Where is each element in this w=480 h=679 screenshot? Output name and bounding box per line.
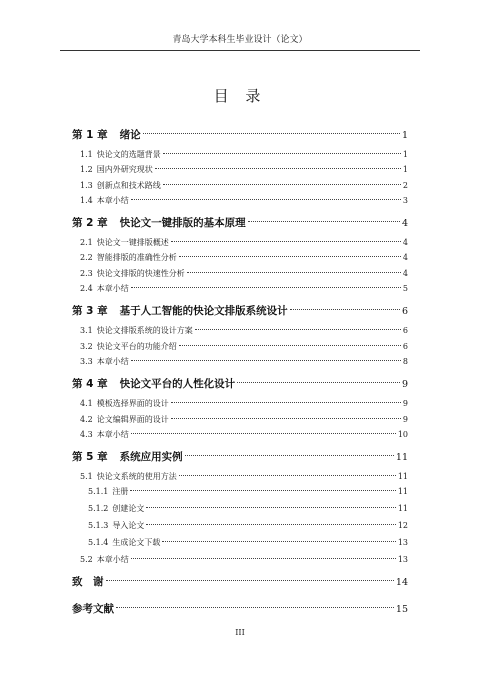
toc-dot-leader — [290, 309, 400, 310]
table-of-contents — [72, 124, 408, 621]
toc-entry-title: 快论文一键排版概述 — [96, 238, 169, 248]
page-header: 青岛大学本科生毕业设计（论文） — [172, 35, 308, 45]
toc-dot-leader — [171, 241, 401, 242]
toc-dot-leader — [187, 272, 401, 273]
toc-subsection-entry[interactable] — [72, 484, 408, 501]
toc-entry-page: 14 — [395, 576, 408, 588]
toc-entry-number: 第 4 章 — [72, 378, 108, 391]
toc-dot-leader — [131, 433, 396, 434]
toc-entry-page: 11 — [397, 487, 408, 497]
toc-entry-number: 2.2 — [80, 253, 93, 263]
toc-entry-page: 13 — [397, 554, 408, 564]
toc-entry-number: 第 2 章 — [72, 217, 108, 230]
toc-entry-page: 9 — [402, 399, 408, 409]
toc-chapter-entry[interactable] — [72, 212, 408, 235]
toc-dot-leader — [116, 607, 394, 608]
toc-entry-title: 快论文的选题背景 — [96, 150, 161, 159]
toc-entry-page: 9 — [401, 379, 408, 391]
toc-subsection-entry[interactable] — [72, 518, 408, 535]
toc-chapter-entry[interactable] — [72, 446, 408, 469]
toc-section-entry[interactable] — [72, 281, 408, 296]
toc-entry-page: 4 — [402, 238, 408, 248]
toc-entry-page: 1 — [401, 130, 408, 141]
toc-dot-leader — [143, 133, 400, 134]
toc-entry-title: 快论文平台的功能介绍 — [96, 341, 177, 351]
toc-dot-leader — [179, 475, 396, 476]
toc-section-entry[interactable] — [72, 552, 408, 567]
toc-entry-title: 模板选择界面的设计 — [96, 399, 169, 409]
toc-entry-title: 系统应用实例 — [119, 451, 183, 464]
toc-entry-number: 3.3 — [80, 356, 93, 366]
toc-dot-leader — [171, 402, 401, 403]
toc-entry-number: 4.1 — [80, 399, 93, 409]
toc-section-entry[interactable] — [72, 266, 408, 281]
toc-dot-leader — [130, 490, 395, 491]
toc-entry-number: 1.1 — [80, 150, 93, 159]
toc-entry-page: 11 — [395, 452, 408, 464]
toc-subsection-entry[interactable] — [72, 535, 408, 552]
toc-entry-title: 快论文一键排版的基本原理 — [119, 217, 246, 230]
toc-entry-title: 绪论 — [119, 129, 141, 141]
toc-section-entry[interactable] — [72, 396, 408, 411]
toc-entry-title: 创新点和技术路线 — [96, 180, 161, 190]
toc-entry-title: 本章小结 — [96, 356, 129, 366]
toc-entry-page: 10 — [397, 429, 408, 439]
toc-entry-page: 4 — [402, 268, 408, 278]
toc-entry-number: 致 谢 — [72, 575, 104, 588]
toc-entry-number: 1.4 — [80, 195, 93, 205]
toc-entry-title: 国内外研究现状 — [96, 165, 153, 175]
toc-entry-number: 参考文献 — [72, 602, 114, 615]
toc-entry-number: 4.3 — [80, 429, 93, 439]
toc-entry-number: 1.2 — [80, 165, 93, 175]
toc-dot-leader — [237, 382, 400, 383]
toc-dot-leader — [131, 360, 401, 361]
toc-section-entry[interactable] — [72, 354, 408, 369]
page-number: III — [235, 628, 245, 637]
toc-entry-title: 快论文排版的快速性分析 — [96, 268, 185, 278]
toc-entry-title: 导入论文 — [112, 521, 145, 531]
toc-entry-page: 6 — [401, 306, 408, 318]
toc-entry-number: 2.1 — [80, 238, 93, 248]
toc-entry-page: 6 — [402, 341, 408, 351]
toc-section-entry[interactable] — [72, 412, 408, 427]
toc-entry-number: 5.1.3 — [88, 521, 109, 531]
toc-entry-page: 5 — [402, 284, 408, 294]
toc-chapter-entry[interactable] — [72, 373, 408, 396]
toc-entry-page: 1 — [402, 150, 408, 159]
toc-entry-page: 3 — [402, 195, 408, 205]
toc-section-entry[interactable] — [72, 323, 408, 338]
toc-dot-leader — [195, 329, 401, 330]
toc-chapter-entry[interactable] — [72, 300, 408, 323]
toc-entry-number: 2.3 — [80, 268, 93, 278]
toc-section-entry[interactable] — [72, 235, 408, 250]
toc-subsection-entry[interactable] — [72, 501, 408, 518]
toc-entry-number: 5.1.4 — [88, 537, 109, 547]
toc-dot-leader — [106, 580, 394, 581]
toc-entry-page: 1 — [402, 165, 408, 175]
toc-chapter-entry[interactable] — [72, 598, 408, 621]
toc-entry-title: 论文编辑界面的设计 — [96, 414, 169, 424]
toc-dot-leader — [171, 418, 401, 419]
toc-entry-title: 智能排版的准确性分析 — [96, 253, 177, 263]
toc-section-entry[interactable] — [72, 178, 408, 193]
toc-entry-page: 8 — [402, 356, 408, 366]
toc-entry-number: 5.1.1 — [88, 487, 109, 497]
toc-dot-leader — [248, 221, 400, 222]
toc-dot-leader — [131, 558, 396, 559]
toc-entry-page: 4 — [402, 253, 408, 263]
toc-entry-number: 3.1 — [80, 326, 93, 336]
toc-entry-title: 本章小结 — [96, 429, 129, 439]
toc-entry-page: 6 — [402, 326, 408, 336]
toc-entry-page: 11 — [397, 504, 408, 514]
toc-section-entry[interactable] — [72, 193, 408, 208]
toc-entry-number: 2.4 — [80, 284, 93, 294]
toc-section-entry[interactable] — [72, 147, 408, 162]
toc-title: 目 录 — [213, 87, 267, 105]
toc-entry-title: 本章小结 — [96, 284, 129, 294]
toc-entry-page: 4 — [401, 218, 408, 230]
toc-entry-number: 5.1 — [80, 472, 93, 482]
toc-entry-number: 第 3 章 — [72, 305, 108, 318]
toc-dot-leader — [163, 184, 401, 185]
toc-section-entry[interactable] — [72, 162, 408, 177]
toc-section-entry[interactable] — [72, 250, 408, 265]
toc-entry-page: 12 — [397, 521, 408, 531]
toc-entry-title: 基于人工智能的快论文排版系统设计 — [119, 305, 288, 318]
toc-entry-number: 3.2 — [80, 341, 93, 351]
toc-entry-title: 创建论文 — [112, 504, 145, 514]
toc-entry-title: 注册 — [112, 487, 129, 497]
toc-entry-title: 快论文系统的使用方法 — [96, 472, 177, 482]
toc-entry-title: 快论文排版系统的设计方案 — [96, 326, 193, 336]
toc-entry-title: 快论文平台的人性化设计 — [119, 378, 236, 391]
toc-section-entry[interactable] — [72, 339, 408, 354]
toc-entry-number: 第 5 章 — [72, 451, 108, 464]
toc-dot-leader — [146, 507, 395, 508]
toc-entry-title: 本章小结 — [96, 195, 129, 205]
toc-dot-leader — [131, 199, 401, 200]
toc-dot-leader — [179, 345, 401, 346]
toc-entry-page: 13 — [397, 537, 408, 547]
toc-entry-page: 2 — [402, 180, 408, 190]
toc-entry-page: 11 — [397, 472, 408, 482]
toc-section-entry[interactable] — [72, 469, 408, 484]
toc-entry-title: 生成论文下载 — [112, 537, 161, 547]
toc-section-entry[interactable] — [72, 427, 408, 442]
toc-dot-leader — [179, 256, 401, 257]
toc-entry-number: 5.1.2 — [88, 504, 109, 514]
toc-entry-page: 15 — [395, 603, 408, 615]
toc-dot-leader — [185, 455, 394, 456]
header-rule — [60, 50, 420, 51]
toc-entry-number: 4.2 — [80, 414, 93, 424]
toc-dot-leader — [162, 541, 395, 542]
toc-dot-leader — [131, 287, 401, 288]
toc-dot-leader — [146, 524, 395, 525]
toc-chapter-entry[interactable] — [72, 571, 408, 594]
toc-entry-number: 5.2 — [80, 554, 93, 564]
toc-entry-number: 第 1 章 — [72, 129, 108, 141]
toc-dot-leader — [163, 153, 401, 154]
toc-dot-leader — [155, 168, 401, 169]
toc-entry-page: 9 — [402, 414, 408, 424]
toc-entry-number: 1.3 — [80, 180, 93, 190]
toc-chapter-entry[interactable] — [72, 124, 408, 147]
toc-entry-title: 本章小结 — [96, 554, 129, 564]
